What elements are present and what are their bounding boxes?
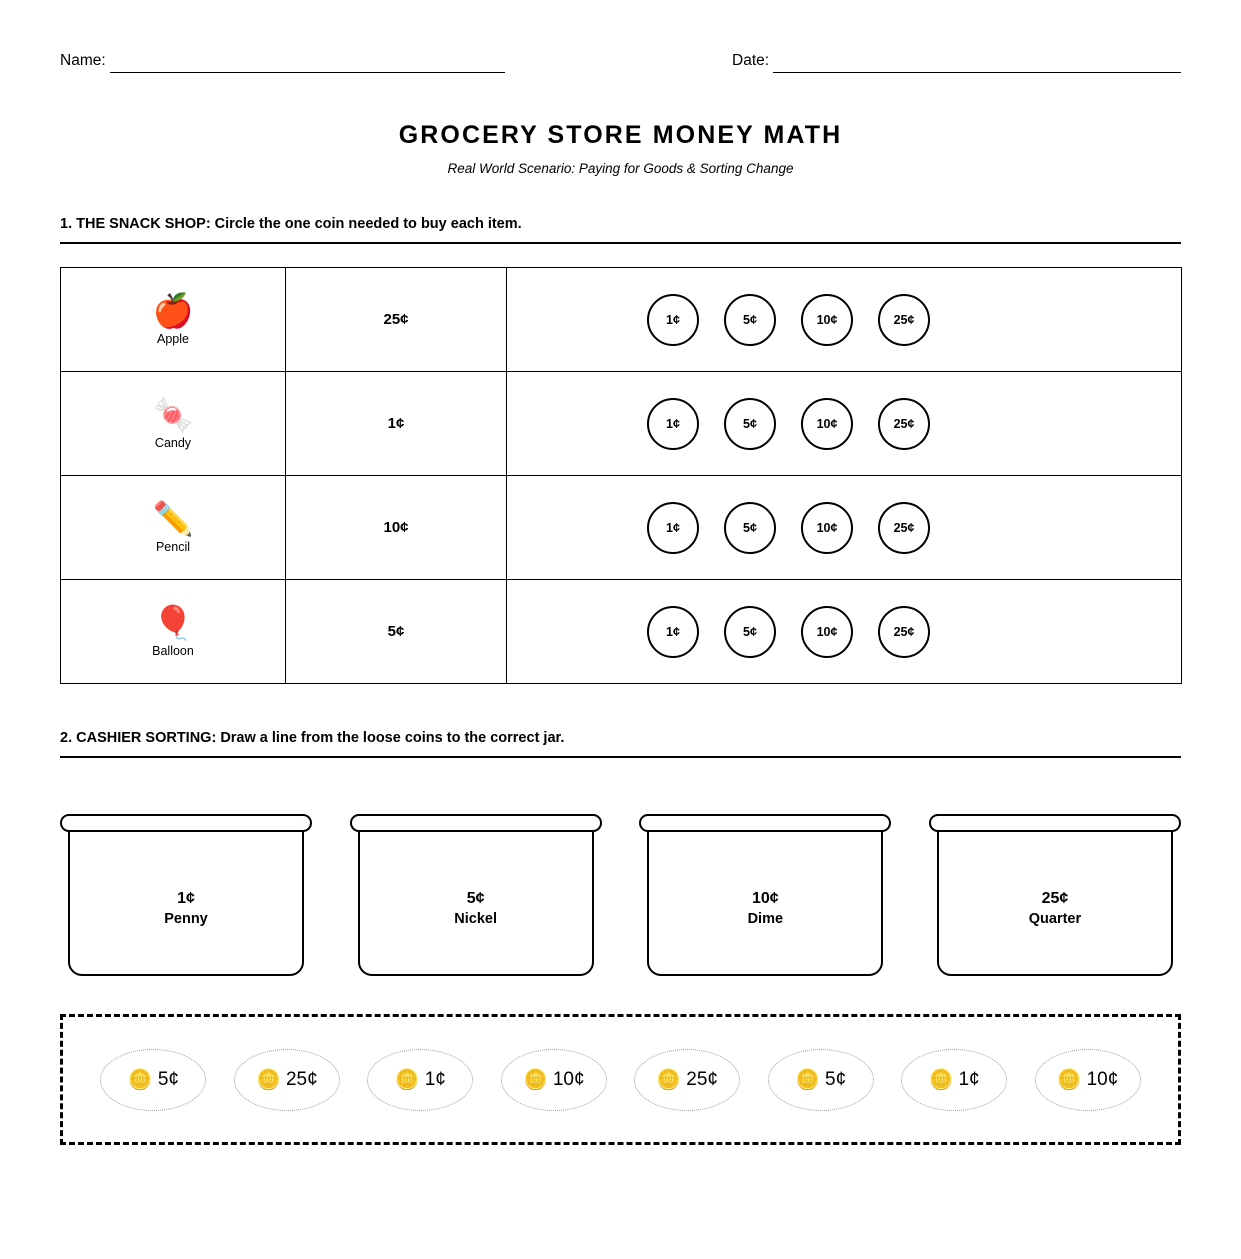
- loose-coin-value: 25¢: [285, 1068, 318, 1090]
- page-subtitle: Real World Scenario: Paying for Goods & Sorting Change: [447, 161, 794, 176]
- jar-lid-icon: [60, 814, 312, 832]
- coin-option-1c[interactable]: 1¢: [647, 606, 699, 658]
- item-price: 5¢: [286, 580, 507, 684]
- jar-label: Nickel: [454, 911, 498, 927]
- loose-coin-value: 5¢: [157, 1068, 179, 1090]
- section-1-heading: [60, 215, 1181, 244]
- coin-icon: 🪙: [1056, 1068, 1082, 1091]
- item-label: Apple: [157, 332, 189, 346]
- jar-lid-icon: [929, 814, 1181, 832]
- coin-icon: 🪙: [656, 1068, 682, 1091]
- coin-icon: 🪙: [522, 1068, 548, 1091]
- loose-coin-value: 10¢: [1086, 1068, 1119, 1090]
- item-price: 10¢: [286, 476, 507, 580]
- coin-option-25c[interactable]: 25¢: [878, 294, 930, 346]
- coin-jars-row: [60, 814, 1181, 976]
- item-price: 25¢: [286, 268, 507, 372]
- loose-coin[interactable]: [768, 1049, 874, 1111]
- section-1-heading-text: 1. THE SNACK SHOP: Circle the one coin needed to buy each item.: [60, 216, 522, 232]
- coin-icon: 🪙: [127, 1068, 153, 1091]
- jar-body: [358, 829, 594, 976]
- jar-penny[interactable]: [60, 814, 312, 976]
- item-cell: [61, 580, 286, 684]
- table-row: [61, 268, 1182, 372]
- item-cell: [61, 372, 286, 476]
- apple-icon: 🍎: [152, 292, 194, 329]
- loose-coin-value: 5¢: [825, 1068, 847, 1090]
- loose-coin[interactable]: [634, 1049, 740, 1111]
- table-row: [61, 580, 1182, 684]
- coin-option-1c[interactable]: 1¢: [647, 502, 699, 554]
- jar-label: Quarter: [1028, 911, 1082, 927]
- jar-lid-icon: [639, 814, 891, 832]
- coin-option-10c[interactable]: 10¢: [801, 606, 853, 658]
- jar-body: [647, 829, 883, 976]
- coin-option-25c[interactable]: 25¢: [878, 398, 930, 450]
- pencil-icon: ✏️: [152, 500, 194, 537]
- item-label: Candy: [154, 436, 192, 450]
- jar-label: Penny: [164, 911, 208, 927]
- jar-value: 1¢: [177, 890, 195, 907]
- loose-coins-tray: [60, 1014, 1181, 1145]
- candy-icon: 🍬: [152, 396, 194, 433]
- jar-value: 10¢: [751, 890, 779, 907]
- coin-option-1c[interactable]: 1¢: [647, 398, 699, 450]
- coin-icon: 🪙: [256, 1068, 281, 1091]
- section-1-divider: [60, 242, 1181, 244]
- snack-shop-table: [60, 267, 1182, 684]
- table-row: [61, 476, 1182, 580]
- loose-coin-value: 10¢: [552, 1068, 585, 1090]
- coin-icon: 🪙: [795, 1068, 820, 1091]
- page-title: GROCERY STORE MONEY MATH: [398, 121, 843, 149]
- loose-coin-value: 25¢: [686, 1068, 718, 1090]
- jar-lid-icon: [350, 814, 602, 832]
- item-label: Balloon: [152, 644, 194, 658]
- coin-option-25c[interactable]: 25¢: [878, 606, 930, 658]
- coin-choices-cell: [507, 476, 1182, 580]
- loose-coin[interactable]: [501, 1049, 607, 1111]
- coin-choice-row: [507, 606, 1181, 658]
- title-block: [0, 120, 1241, 178]
- jar-value: 25¢: [1041, 890, 1069, 907]
- loose-coin[interactable]: [367, 1049, 473, 1111]
- loose-coin[interactable]: [234, 1049, 340, 1111]
- loose-coin-value: 1¢: [958, 1068, 980, 1090]
- loose-coin[interactable]: [1035, 1049, 1141, 1111]
- jar-body: [68, 829, 304, 976]
- student-info-row: [60, 52, 1181, 73]
- coin-choice-row: [507, 294, 1181, 346]
- jar-nickel[interactable]: [350, 814, 602, 976]
- date-write-line[interactable]: [773, 52, 1181, 73]
- balloon-icon: 🎈: [152, 604, 194, 641]
- loose-coin[interactable]: [901, 1049, 1007, 1111]
- coin-choices-cell: [507, 372, 1182, 476]
- coin-option-5c[interactable]: 5¢: [724, 502, 776, 554]
- coin-icon: 🪙: [394, 1068, 420, 1091]
- item-cell: [61, 476, 286, 580]
- coin-option-5c[interactable]: 5¢: [724, 606, 776, 658]
- jar-body: [937, 829, 1173, 976]
- coin-option-10c[interactable]: 10¢: [801, 398, 853, 450]
- section-2-divider: [60, 756, 1181, 758]
- coin-choices-cell: [507, 580, 1182, 684]
- coin-option-25c[interactable]: 25¢: [878, 502, 930, 554]
- coin-option-10c[interactable]: 10¢: [801, 502, 853, 554]
- coin-choice-row: [507, 398, 1181, 450]
- item-price: 1¢: [286, 372, 507, 476]
- coin-choice-row: [507, 502, 1181, 554]
- name-label: Name:: [60, 52, 106, 69]
- loose-coin-value: 1¢: [424, 1068, 446, 1090]
- coin-icon: 🪙: [928, 1068, 954, 1091]
- coin-option-5c[interactable]: 5¢: [724, 398, 776, 450]
- jar-value: 5¢: [466, 890, 485, 907]
- name-field[interactable]: [60, 52, 732, 73]
- section-2-heading: [60, 729, 1181, 758]
- snack-shop-table-body: [61, 268, 1182, 684]
- name-write-line[interactable]: [110, 52, 505, 73]
- jar-label: Dime: [747, 911, 784, 927]
- item-cell: [61, 268, 286, 372]
- date-field[interactable]: [732, 52, 1181, 73]
- jar-quarter[interactable]: [929, 814, 1181, 976]
- coin-option-1c[interactable]: 1¢: [647, 294, 699, 346]
- table-row: [61, 372, 1182, 476]
- loose-coin[interactable]: [100, 1049, 206, 1111]
- section-2-heading-text: 2. CASHIER SORTING: Draw a line from the loose coins to the correct jar.: [60, 730, 565, 746]
- coin-option-10c[interactable]: 10¢: [801, 294, 853, 346]
- date-label: Date:: [732, 52, 770, 69]
- coin-option-5c[interactable]: 5¢: [724, 294, 776, 346]
- coin-choices-cell: [507, 268, 1182, 372]
- item-label: Pencil: [155, 540, 191, 554]
- jar-dime[interactable]: [639, 814, 891, 976]
